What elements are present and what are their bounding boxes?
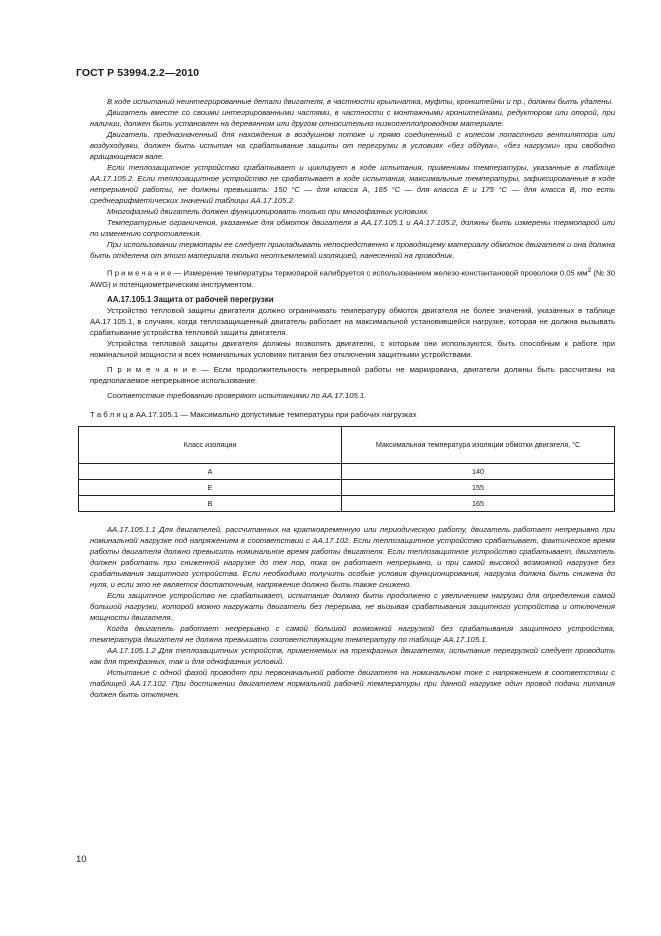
- note-text: — Измерение температуры термопарой калибруется с использованием железо-константановой проволоки 0,05 мм: [171, 268, 588, 278]
- paragraph: Температурные ограничения, указанные для обмоток двигателя в АА.17.105.1 и АА.17.105.2, должны быть измерены термопарой или по изменению сопротивления.: [90, 218, 615, 238]
- paragraph: Испытание с одной фазой проводят при первоначальной работе двигателя на номинальном токе с напряжением в соответствии с таблицей АА.17.102. При достижении двигателем нормальной рабочей температуры при данной нагрузке один провод подачи питания должен быть отключен.: [90, 667, 615, 699]
- paragraph: Когда двигатель работает непрерывно с самой большой возможной нагрузкой без срабатывания защитного устройства, температура двигателя не должна превышать соответствующую температуру по таблице АА.17.105.1.: [90, 623, 615, 644]
- table-cell: В: [79, 495, 342, 511]
- table-header-row: [79, 426, 615, 463]
- note-label: П р и м е ч а н и е: [107, 364, 197, 374]
- table-caption-text: АА.17.105.1 — Максимально допустимые температуры при рабочих нагрузках: [133, 409, 417, 419]
- paragraph: Если защитное устройство не срабатывает, испытание должно быть продолжено с увеличением нагрузки для определения самой большой нагрузки, которой можно нагружать двигатель без перерыва, не вызывая срабатывания защитного устройства и отключения мощности двигателя.: [90, 590, 615, 622]
- paragraph: Двигатель, предназначенный для нахождения в воздушном потоке и прямо соединенный с колесом лопастного вентилятора или воздуходувки, должен быть испытан на срабатывание защиты от перегрузки в условиях «без обдува», «без нагрузки» при свободно вращающемся вале.: [90, 130, 615, 161]
- note-text: (№ 30 AWG) и потенциометрическим инструментом.: [90, 268, 615, 289]
- note-label: П р и м е ч а н и е: [107, 268, 172, 278]
- document-header: ГОСТ Р 53994.2.2—2010: [76, 67, 200, 79]
- table-header-cell: Максимальная температура изоляции обмотки двигателя, °С: [342, 426, 615, 463]
- paragraph: Двигатель вместе со своими интегрированными частями, в частности с монтажными кронштейнами, редуктором или опорой, при наличии, должен быть установлен на деревянном или другом относительно низкотеплопроводном материале.: [90, 108, 615, 128]
- table-row: [79, 479, 615, 495]
- table-row: [79, 495, 615, 511]
- note-text: — Если продолжительность непрерывной работы не маркирована, двигатели должны быть рассчитаны на предполагаемое непрерывное использование.: [90, 364, 615, 385]
- table-cell: 155: [342, 479, 615, 495]
- table-caption: [90, 409, 615, 420]
- page-number: 10: [76, 854, 87, 865]
- paragraph: Устройства тепловой защиты двигателя должны позволять двигателю, с которым они используются, быть способным к работе при номинальной мощности и всех номинальных условиях питания без отключения защитными устройствами.: [90, 338, 615, 359]
- note: [90, 364, 615, 386]
- note: [90, 265, 615, 290]
- paragraph: АА.17.105.1.1 Для двигателей, рассчитанных на кратковременную или периодическую работу, двигатель работает непрерывно при номинальной нагрузке под напряжением в соответствии с АА.17.102. Если теплозащитное устройство срабатывает, фактическое время работы двигателя должно превысить номинальное время работы двигателя. Если теплозащитное устройство срабатывает, двигатель должен работать при сниженной нагрузке до тех пор, пока он работает непрерывно, и при самой высокой возможной нагрузке без срабатывания защитного устройства. Если необходимо получить особые условия функционирования, нагрузка должна быть снижена до нуля, и если это не является достаточным, напряжение должно быть также снижено.: [90, 524, 615, 589]
- paragraph: АА.17.105.1.2 Для теплозащитных устройств, применяемых на трехфазных двигателях, испытание перегрузкой следует проводить как для трехфазных, так и для однофазных условий.: [90, 645, 615, 666]
- compliance-text: Соответствие требованию проверяют испытаниями по АА.17.105.1.: [107, 390, 367, 400]
- document-body: [90, 96, 615, 700]
- paragraph: В ходе испытаний неинтегрированные детали двигателя, в частности крыльчатка, муфты, кронштейны и пр., должны быть удалены.: [107, 97, 614, 106]
- temperature-table: [78, 426, 615, 512]
- paragraph: Если теплозащитное устройство срабатывает и циклирует в ходе испытания, применимы температуры, указанные в таблице АА.17.105.2. Если теплозащитное устройство не срабатывает в ходе испытания, максимальные температуры, зафиксированные в ходе непрерывной работы, не должны превышать: 150 °С — для класса А, 165 °С — для класса Е и 175 °С — для класса В, то есть среднеарифметических значений таблицы АА.17.105.2.: [90, 163, 615, 205]
- paragraph: При использовании термопары ее следует прикладывать непосредственно к проводящему материалу обмоток двигателя и она должна быть отделена от этого материала только неотъемлемой изоляцией, нанесенной на проводник.: [90, 240, 615, 260]
- table-cell: 140: [342, 463, 615, 479]
- table-header-cell: Класс изоляции: [79, 426, 342, 463]
- table-cell: Е: [79, 479, 342, 495]
- section-heading: АА.17.105.1 Защита от рабочей перегрузки: [107, 294, 274, 304]
- paragraph: Устройство тепловой защиты двигателя должно ограничивать температуру обмоток двигателя не более значений, указанных в таблице АА.17.105.1, в случаях, когда теплозащищенный двигатель работает на максимальной установившейся нагрузке, которая не должна вызывать срабатывание устройства тепловой защиты двигателя.: [90, 305, 615, 337]
- note-superscript: 2: [587, 267, 592, 274]
- table-cell: 165: [342, 495, 615, 511]
- table-cell: А: [79, 463, 342, 479]
- table-caption-label: Т а б л и ц а: [90, 409, 134, 419]
- table-row: [79, 463, 615, 479]
- paragraph: Многофазный двигатель должен функционировать только при многофазных условиях.: [107, 207, 430, 216]
